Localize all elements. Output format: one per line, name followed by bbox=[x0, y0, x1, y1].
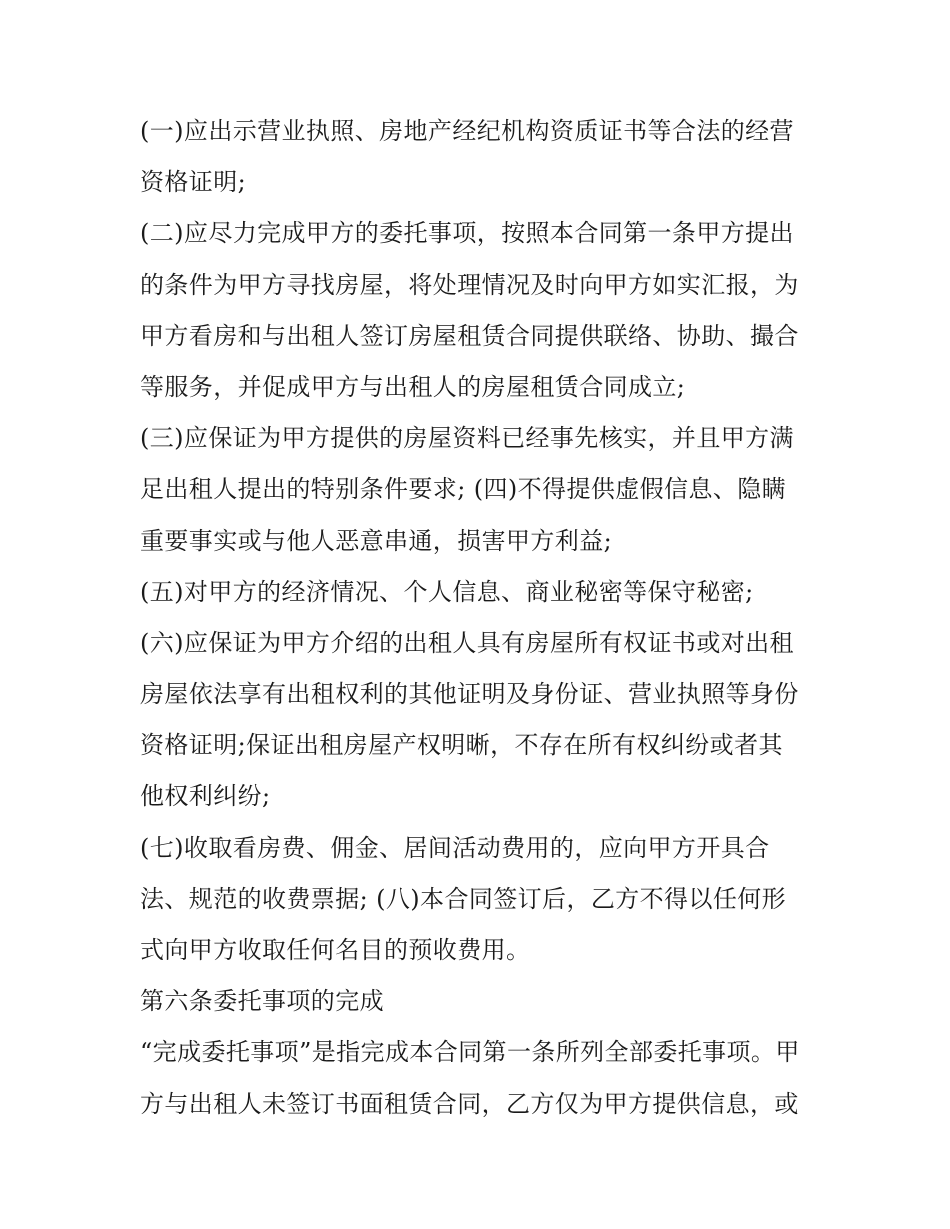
text-line-16: 法、规范的收费票据; (八)本合同签订后，乙方不得以任何形 bbox=[140, 884, 787, 913]
text-line-2: 资格证明; bbox=[140, 168, 247, 197]
text-line-20: 方与出租人未签订书面租赁合同，乙方仅为甲方提供信息，或 bbox=[140, 1089, 799, 1118]
text-line-17: 式向甲方收取任何名目的预收费用。 bbox=[140, 936, 531, 964]
text-line-14: 他权利纠纷; bbox=[140, 782, 271, 811]
text-line-3: (二)应尽力完成甲方的委托事项，按照本合同第一条甲方提出 bbox=[140, 219, 794, 248]
text-line-11: (六)应保证为甲方介绍的出租人具有房屋所有权证书或对出租 bbox=[140, 628, 794, 657]
text-line-5: 甲方看房和与出租人签订房屋租赁合同提供联络、协助、撮合 bbox=[140, 321, 799, 350]
text-line-9: 重要事实或与他人恶意串通，损害甲方利益; bbox=[140, 526, 613, 555]
text-line-12: 房屋依法享有出租权利的其他证明及身份证、营业执照等身份 bbox=[140, 680, 799, 709]
text-line-15: (七)收取看房费、佣金、居间活动费用的，应向甲方开具合 bbox=[140, 833, 770, 862]
text-line-8: 足出租人提出的特别条件要求; (四)不得提供虚假信息、隐瞒 bbox=[140, 475, 787, 504]
section-heading: 第六条委托事项的完成 bbox=[140, 987, 384, 1016]
text-line-4: 的条件为甲方寻找房屋，将处理情况及时向甲方如实汇报，为 bbox=[140, 270, 799, 299]
text-line-1: (一)应出示营业执照、房地产经纪机构资质证书等合法的经营 bbox=[140, 117, 794, 145]
text-line-19: “完成委托事项”是指完成本合同第一条所列全部委托事项。甲 bbox=[140, 1038, 800, 1067]
text-line-10: (五)对甲方的经济情况、个人信息、商业秘密等保守秘密; bbox=[140, 577, 754, 606]
document-body bbox=[140, 106, 820, 1130]
text-line-7: (三)应保证为甲方提供的房屋资料已经事先核实，并且甲方满 bbox=[140, 424, 794, 453]
text-line-13: 资格证明;保证出租房屋产权明晰，不存在所有权纠纷或者其 bbox=[140, 731, 783, 760]
text-line-6: 等服务，并促成甲方与出租人的房屋租赁合同成立; bbox=[140, 372, 686, 401]
